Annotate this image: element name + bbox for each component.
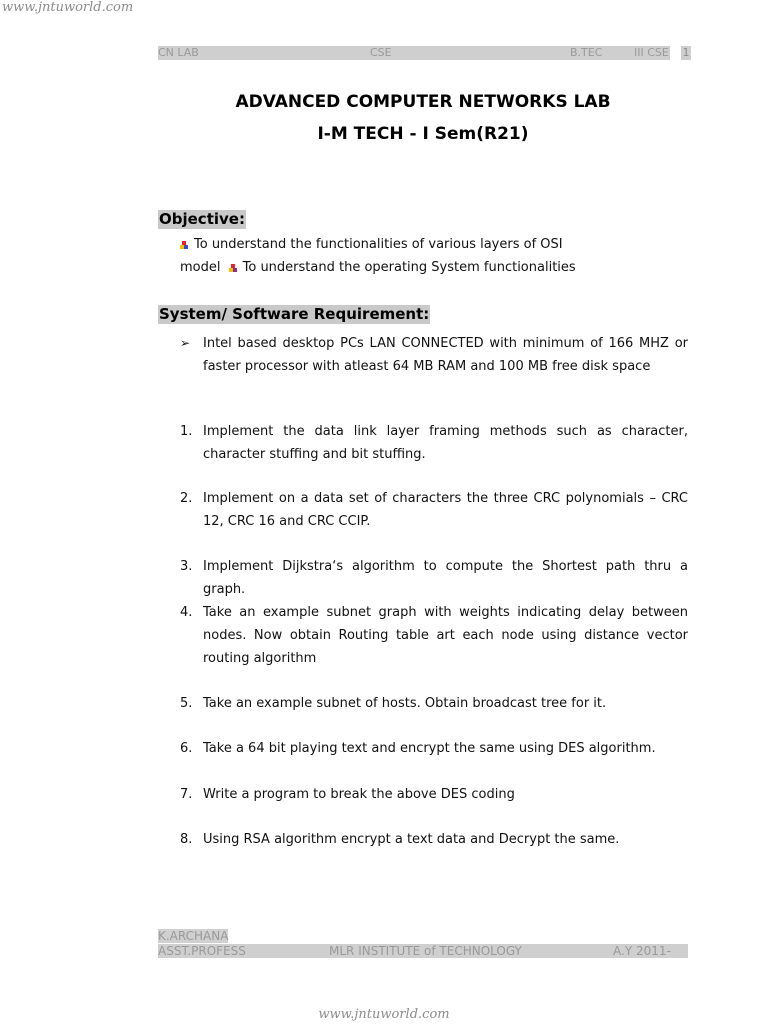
list-item <box>180 692 688 715</box>
header-lab: CN LAB <box>158 46 199 59</box>
list-item-text: Using RSA algorithm encrypt a text data and Decrypt the same. <box>203 832 620 847</box>
list-item-text: Implement on a data set of characters the three CRC polynomials – CRC 12, CRC 16 and CRC CCIP. <box>203 491 688 529</box>
list-item-number: 6. <box>180 741 193 756</box>
page-footer <box>158 944 688 958</box>
objective-item-1-text: To understand the functionalities of various layers of OSI <box>194 237 563 252</box>
list-item-text: Implement Dijkstra‘s algorithm to compute the Shortest path thru a graph. <box>203 559 688 597</box>
page-number: 1 <box>682 46 690 59</box>
objective-heading: Objective: <box>159 210 245 228</box>
list-item-text: Write a program to break the above DES coding <box>203 787 515 802</box>
document-title: ADVANCED COMPUTER NETWORKS LAB <box>235 92 611 112</box>
list-item-number: 4. <box>180 605 193 620</box>
list-item-number: 7. <box>180 787 193 802</box>
list-item <box>180 555 688 601</box>
footer-academic-year: A.Y 2011- <box>613 944 671 958</box>
list-item-number: 1. <box>180 424 193 439</box>
requirements-heading: System/ Software Requirement: <box>159 305 430 323</box>
list-item <box>180 828 688 851</box>
header-dept: CSE <box>370 46 392 59</box>
footer-designation: ASST.PROFESS <box>158 944 246 958</box>
page-header <box>158 46 670 60</box>
list-item <box>180 737 688 760</box>
list-item-number: 2. <box>180 491 193 506</box>
objective-item-1 <box>180 237 563 253</box>
document-subtitle: I-M TECH - I Sem(R21) <box>317 124 529 144</box>
list-item-text: Implement the data link layer framing methods such as character, character stuffing and bit stuffing. <box>203 424 688 462</box>
objective-item-2-text: To understand the operating System functionalities <box>242 260 576 275</box>
objective-item-1-continued: model <box>180 260 221 275</box>
list-item-text: Take an example subnet graph with weights indicating delay between nodes. Now obtain Routing table art each node using distance vector routing algorithm <box>203 605 688 666</box>
requirement-text: Intel based desktop PCs LAN CONNECTED with minimum of 166 MHZ or faster processor with atleast 64 MB RAM and 100 MB free disk space <box>203 336 688 374</box>
header-class: III CSE <box>634 46 669 59</box>
requirement-item <box>180 332 688 378</box>
list-item-number: 3. <box>180 559 193 574</box>
arrow-bullet-icon: ➢ <box>180 336 191 350</box>
objective-item-2 <box>180 260 576 276</box>
bullet-diamond-icon <box>229 264 237 272</box>
header-course: B.TEC <box>570 46 603 59</box>
list-item <box>180 420 688 466</box>
watermark-bottom: www.jntuworld.com <box>318 1007 450 1022</box>
footer-author: K.ARCHANA <box>158 929 229 943</box>
watermark-top: www.jntuworld.com <box>2 0 134 15</box>
list-item <box>180 487 688 533</box>
footer-institute: MLR INSTITUTE of TECHNOLOGY <box>329 944 522 958</box>
bullet-diamond-icon <box>180 241 188 249</box>
list-item <box>180 601 688 670</box>
list-item-number: 8. <box>180 832 193 847</box>
list-item-text: Take an example subnet of hosts. Obtain broadcast tree for it. <box>203 696 607 711</box>
list-item-text: Take a 64 bit playing text and encrypt the same using DES algorithm. <box>203 741 656 756</box>
list-item <box>180 783 688 806</box>
list-item-number: 5. <box>180 696 193 711</box>
